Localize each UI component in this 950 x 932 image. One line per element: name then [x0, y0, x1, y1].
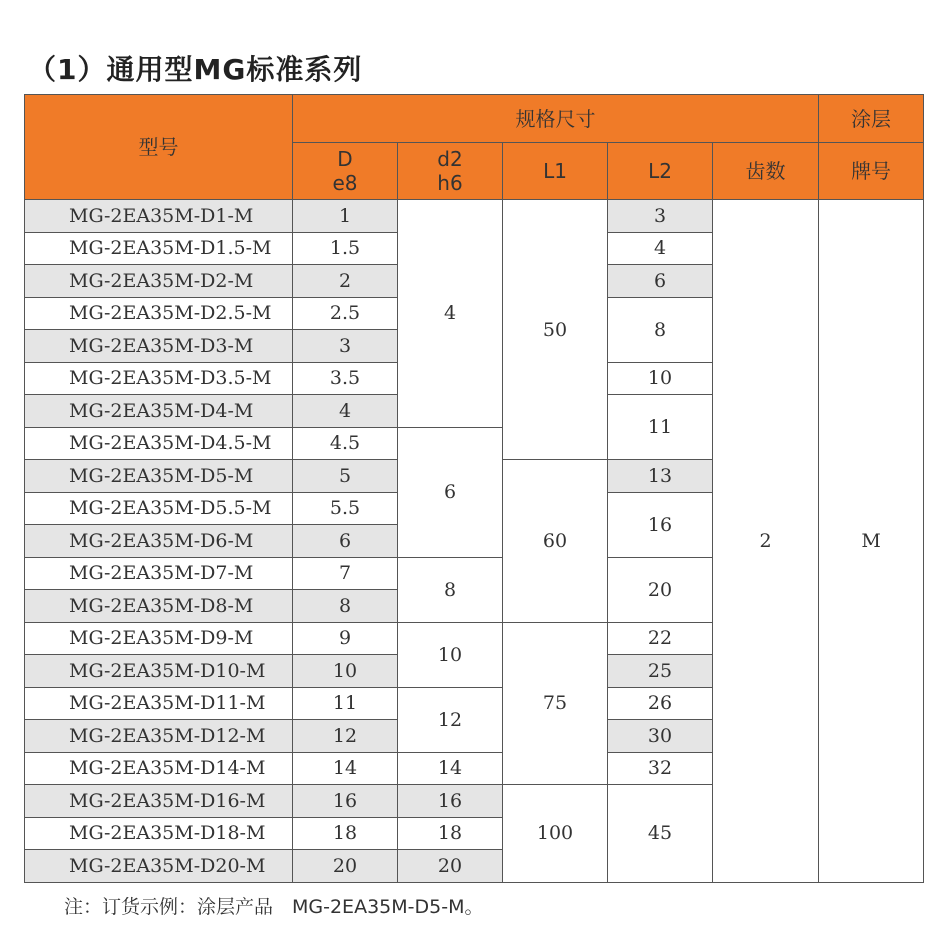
- d-cell: 3: [293, 330, 398, 363]
- model-cell: MG-2EA35M-D8-M: [25, 590, 293, 623]
- l1-cell: 50: [503, 200, 608, 460]
- d-cell: 16: [293, 785, 398, 818]
- l2-cell: 8: [608, 297, 713, 362]
- header-coating-top: 涂层: [819, 95, 924, 143]
- d-cell: 10: [293, 655, 398, 688]
- l2-cell: 30: [608, 720, 713, 753]
- d2-cell: 12: [398, 687, 503, 752]
- d-cell: 1.5: [293, 232, 398, 265]
- d-cell: 1: [293, 200, 398, 233]
- l1-cell: 75: [503, 622, 608, 785]
- model-cell: MG-2EA35M-D4-M: [25, 395, 293, 428]
- d-cell: 4.5: [293, 427, 398, 460]
- header-d2-bottom: h6: [437, 171, 463, 195]
- table-body: [25, 200, 924, 883]
- d2-cell: 14: [398, 752, 503, 785]
- l1-cell: 100: [503, 785, 608, 883]
- coating-cell: M: [819, 200, 924, 883]
- d-cell: 2.5: [293, 297, 398, 330]
- d2-cell: 8: [398, 557, 503, 622]
- d2-cell: 20: [398, 850, 503, 883]
- l2-cell: 11: [608, 395, 713, 460]
- d-cell: 3.5: [293, 362, 398, 395]
- header-L1: L1: [503, 143, 608, 200]
- header-d2: [398, 143, 503, 200]
- d-cell: 12: [293, 720, 398, 753]
- d-cell: 2: [293, 265, 398, 298]
- d-cell: 11: [293, 687, 398, 720]
- l2-cell: 20: [608, 557, 713, 622]
- model-cell: MG-2EA35M-D16-M: [25, 785, 293, 818]
- d-cell: 9: [293, 622, 398, 655]
- header-teeth: 齿数: [713, 143, 819, 200]
- model-cell: MG-2EA35M-D1.5-M: [25, 232, 293, 265]
- l2-cell: 6: [608, 265, 713, 298]
- d-cell: 7: [293, 557, 398, 590]
- model-cell: MG-2EA35M-D5.5-M: [25, 492, 293, 525]
- header-d2-top: d2: [437, 147, 463, 171]
- page-title: （1）通用型MG标准系列: [28, 53, 363, 86]
- l2-cell: 3: [608, 200, 713, 233]
- model-cell: MG-2EA35M-D2.5-M: [25, 297, 293, 330]
- model-cell: MG-2EA35M-D4.5-M: [25, 427, 293, 460]
- l2-cell: 4: [608, 232, 713, 265]
- l2-cell: 26: [608, 687, 713, 720]
- l2-cell: 13: [608, 460, 713, 493]
- d-cell: 4: [293, 395, 398, 428]
- d2-cell: 16: [398, 785, 503, 818]
- l2-cell: 45: [608, 785, 713, 883]
- header-D: [293, 143, 398, 200]
- model-cell: MG-2EA35M-D3.5-M: [25, 362, 293, 395]
- d-cell: 18: [293, 817, 398, 850]
- model-cell: MG-2EA35M-D9-M: [25, 622, 293, 655]
- model-cell: MG-2EA35M-D18-M: [25, 817, 293, 850]
- model-cell: MG-2EA35M-D12-M: [25, 720, 293, 753]
- l2-cell: 25: [608, 655, 713, 688]
- model-cell: MG-2EA35M-D3-M: [25, 330, 293, 363]
- d2-cell: 18: [398, 817, 503, 850]
- d-cell: 14: [293, 752, 398, 785]
- l2-cell: 22: [608, 622, 713, 655]
- d2-cell: 6: [398, 427, 503, 557]
- header-model: 型号: [25, 95, 293, 200]
- header-D-bottom: e8: [332, 171, 358, 195]
- l2-cell: 10: [608, 362, 713, 395]
- header-coating-bottom: 牌号: [819, 143, 924, 200]
- header-D-top: D: [337, 147, 353, 171]
- l2-cell: 16: [608, 492, 713, 557]
- header-spec: 规格尺寸: [293, 95, 819, 143]
- table-header: [25, 95, 924, 200]
- d-cell: 20: [293, 850, 398, 883]
- d-cell: 8: [293, 590, 398, 623]
- model-cell: MG-2EA35M-D11-M: [25, 687, 293, 720]
- d-cell: 6: [293, 525, 398, 558]
- l2-cell: 32: [608, 752, 713, 785]
- model-cell: MG-2EA35M-D7-M: [25, 557, 293, 590]
- order-example-note: 注：订货示例：涂层产品 MG-2EA35M-D5-M。: [64, 896, 484, 918]
- d2-cell: 10: [398, 622, 503, 687]
- model-cell: MG-2EA35M-D6-M: [25, 525, 293, 558]
- spec-table: [24, 94, 924, 883]
- d-cell: 5: [293, 460, 398, 493]
- model-cell: MG-2EA35M-D1-M: [25, 200, 293, 233]
- model-cell: MG-2EA35M-D20-M: [25, 850, 293, 883]
- model-cell: MG-2EA35M-D14-M: [25, 752, 293, 785]
- d2-cell: 4: [398, 200, 503, 428]
- teeth-cell: 2: [713, 200, 819, 883]
- table-row: [25, 200, 924, 233]
- model-cell: MG-2EA35M-D5-M: [25, 460, 293, 493]
- l1-cell: 60: [503, 460, 608, 623]
- model-cell: MG-2EA35M-D10-M: [25, 655, 293, 688]
- model-cell: MG-2EA35M-D2-M: [25, 265, 293, 298]
- d-cell: 5.5: [293, 492, 398, 525]
- header-L2: L2: [608, 143, 713, 200]
